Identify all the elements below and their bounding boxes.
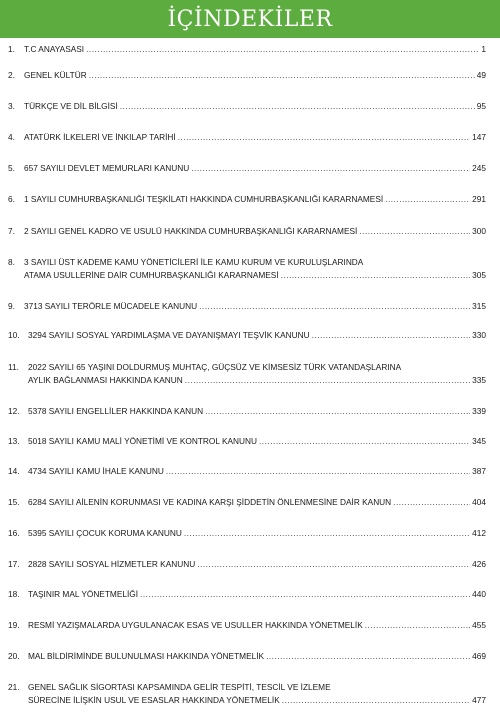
- toc-entry-line: [8, 256, 486, 269]
- toc-entry-title: T.C ANAYASASI: [24, 44, 85, 54]
- toc-entry-line: [8, 588, 486, 601]
- toc-entry-line: [8, 527, 486, 540]
- toc-entry-page-number: 1: [481, 44, 486, 54]
- toc-entry-line: [8, 435, 486, 448]
- toc-entry-page-number: 315: [472, 301, 486, 311]
- toc-entry-title: TÜRKÇE VE DİL BİLGİSİ: [24, 101, 118, 111]
- toc-entry[interactable]: [8, 361, 486, 387]
- toc-entry[interactable]: [8, 256, 486, 282]
- toc-entry-line: [8, 131, 486, 144]
- toc-entry[interactable]: [8, 496, 486, 509]
- toc-entry-page-number: 387: [472, 466, 486, 476]
- toc-entry[interactable]: [8, 588, 486, 601]
- dot-leader: [281, 269, 471, 282]
- toc-entry-number: 10.: [8, 330, 20, 340]
- toc-entry-page-number: 426: [472, 559, 486, 569]
- toc-entry-number: 18.: [8, 589, 20, 599]
- page-title: İÇİNDEKİLER: [167, 6, 333, 32]
- toc-entry-line: [8, 43, 486, 56]
- toc-entry-title: ATATÜRK İLKELERİ VE İNKILAP TARİHİ: [24, 132, 176, 142]
- toc-entry-number: 11.: [8, 362, 19, 372]
- toc-entry-title: 5378 SAYILI ENGELLİLER HAKKINDA KANUN: [28, 406, 204, 416]
- dot-leader: [120, 100, 475, 113]
- toc-entry[interactable]: [8, 225, 486, 238]
- toc-entry-line: [8, 650, 486, 663]
- toc-entry-page-number: 49: [476, 70, 486, 80]
- toc-entry-title: 6284 SAYILI AİLENİN KORUNMASI VE KADINA KARŞI ŞİDDETİN ÖNLENMESİNE DAİR KANUN: [28, 497, 392, 507]
- toc-entry-title: 3 SAYILI ÜST KADEME KAMU YÖNETİCİLERİ İLE KAMU KURUM VE KURULUŞLARINDA: [24, 257, 364, 267]
- dot-leader: [259, 435, 470, 448]
- toc-entry[interactable]: [8, 681, 486, 707]
- toc-entry-page-number: 477: [472, 695, 486, 705]
- toc-entry-number: 19.: [8, 620, 20, 630]
- toc-entry-number: 13.: [8, 436, 20, 446]
- toc-entry-title: RESMİ YAZIŞMALARDA UYGULANACAK ESAS VE USULLER HAKKINDA YÖNETMELİK: [28, 620, 363, 630]
- toc-entry-title: GENEL SAĞLIK SİGORTASI KAPSAMINDA GELİR TESPİTİ, TESCİL VE İZLEME: [28, 682, 331, 692]
- toc-entry-line: [8, 300, 486, 313]
- toc-entry-page-number: 412: [472, 528, 486, 538]
- toc-entry[interactable]: [8, 69, 486, 82]
- toc-entry[interactable]: [8, 131, 486, 144]
- toc-entry-line: [8, 329, 486, 342]
- toc-entry-title: SÜRECİNE İLİŞKİN USUL VE ESASLAR HAKKINDA YÖNETMELİK: [28, 695, 280, 705]
- toc-entry-number: 2.: [8, 70, 15, 80]
- toc-entry-line: [8, 269, 486, 282]
- toc-entry[interactable]: [8, 650, 486, 663]
- toc-entry-page-number: 95: [476, 101, 486, 111]
- toc-entry-number: 14.: [8, 466, 20, 476]
- toc-entry-page-number: 404: [472, 497, 486, 507]
- dot-leader: [312, 329, 471, 342]
- dot-leader: [140, 588, 470, 601]
- toc-entry-page-number: 440: [472, 589, 486, 599]
- toc-entry[interactable]: [8, 162, 486, 175]
- toc-entry-number: 3.: [8, 101, 15, 111]
- toc-entry-title: 2 SAYILI GENEL KADRO VE USULÜ HAKKINDA CUMHURBAŞKANLIĞI KARARNAMESİ: [24, 226, 358, 236]
- toc-entry[interactable]: [8, 619, 486, 632]
- dot-leader: [166, 465, 470, 478]
- dot-leader: [184, 527, 470, 540]
- toc-entry-line: [8, 694, 486, 707]
- toc-entry-page-number: 339: [472, 406, 486, 416]
- toc-entry-title: 5395 SAYILI ÇOCUK KORUMA KANUNU: [28, 528, 182, 538]
- toc-entry-page-number: 469: [472, 651, 486, 661]
- toc-entry[interactable]: [8, 100, 486, 113]
- toc-entry-line: [8, 558, 486, 571]
- toc-entry[interactable]: [8, 300, 486, 313]
- toc-header-bar: [0, 0, 500, 38]
- toc-entry[interactable]: [8, 405, 486, 418]
- toc-entry-title: GENEL KÜLTÜR: [24, 70, 87, 80]
- toc-entry-page-number: 330: [472, 330, 486, 340]
- toc-entry-title: AYLIK BAĞLANMASI HAKKINDA KANUN: [28, 375, 183, 385]
- toc-entry-line: [8, 100, 486, 113]
- toc-entry-title: 3294 SAYILI SOSYAL YARDIMLAŞMA VE DAYANIŞMAYI TEŞVİK KANUNU: [28, 330, 310, 340]
- dot-leader: [266, 650, 470, 663]
- dot-leader: [178, 131, 470, 144]
- dot-leader: [197, 558, 470, 571]
- toc-entry-number: 9.: [8, 301, 15, 311]
- toc-entry-number: 12.: [8, 406, 20, 416]
- toc-entry-page-number: 305: [472, 270, 486, 280]
- dot-leader: [199, 300, 470, 313]
- toc-entry-title: ATAMA USULLERİNE DAİR CUMHURBAŞKANLIĞI KARARNAMESİ: [24, 270, 279, 280]
- dot-leader: [89, 69, 475, 82]
- toc-entry-number: 16.: [8, 528, 20, 538]
- toc-entry[interactable]: [8, 435, 486, 448]
- toc-entry-line: [8, 162, 486, 175]
- toc-entry[interactable]: [8, 329, 486, 342]
- dot-leader: [365, 619, 470, 632]
- toc-entry-title: 1 SAYILI CUMHURBAŞKANLIĞI TEŞKİLATI HAKKINDA CUMHURBAŞKANLIĞI KARARNAMESİ: [24, 194, 384, 204]
- toc-entry-page-number: 335: [472, 375, 486, 385]
- toc-entry-number: 4.: [8, 132, 15, 142]
- toc-entry-page-number: 291: [472, 194, 486, 204]
- dot-leader: [385, 193, 470, 206]
- toc-entry-number: 17.: [8, 559, 20, 569]
- toc-entry-line: [8, 69, 486, 82]
- toc-entry-title: 2828 SAYILI SOSYAL HİZMETLER KANUNU: [28, 559, 196, 569]
- toc-entry-title: 657 SAYILI DEVLET MEMURLARI KANUNU: [24, 163, 190, 173]
- toc-entry-page-number: 300: [472, 226, 486, 236]
- dot-leader: [282, 694, 470, 707]
- dot-leader: [359, 225, 470, 238]
- toc-entry-line: [8, 465, 486, 478]
- toc-entry-title: 2022 SAYILI 65 YAŞINI DOLDURMUŞ MUHTAÇ, GÜÇSÜZ VE KİMSESİZ TÜRK VATANDAŞLARINA: [28, 362, 402, 372]
- toc-entry[interactable]: [8, 43, 486, 56]
- toc-entry-number: 15.: [8, 497, 20, 507]
- toc-entry-number: 6.: [8, 194, 15, 204]
- toc-entry-number: 21.: [8, 682, 20, 692]
- toc-entry[interactable]: [8, 558, 486, 571]
- toc-entry-line: [8, 361, 486, 374]
- toc-entry-title: 5018 SAYILI KAMU MALİ YÖNETİMİ VE KONTROL KANUNU: [28, 436, 257, 446]
- toc-entry-title: MAL BİLDİRİMİNDE BULUNULMASI HAKKINDA YÖNETMELİK: [28, 651, 265, 661]
- toc-entry[interactable]: [8, 465, 486, 478]
- toc-entry-page-number: 147: [472, 132, 486, 142]
- toc-entry-page-number: 245: [472, 163, 486, 173]
- toc-entry-line: [8, 374, 486, 387]
- dot-leader: [86, 43, 479, 56]
- toc-entry-line: [8, 225, 486, 238]
- dot-leader: [185, 374, 470, 387]
- toc-entry[interactable]: [8, 193, 486, 206]
- toc-entry-number: 5.: [8, 163, 15, 173]
- toc-entry-line: [8, 681, 486, 694]
- toc-entry-line: [8, 193, 486, 206]
- toc-entry-number: 8.: [8, 257, 15, 267]
- toc-entry-page-number: 455: [472, 620, 486, 630]
- dot-leader: [191, 162, 470, 175]
- toc-entry-number: 1.: [8, 44, 15, 54]
- toc-entry-title: TAŞINIR MAL YÖNETMELİĞİ: [28, 589, 139, 599]
- toc-entry-title: 4734 SAYILI KAMU İHALE KANUNU: [28, 466, 164, 476]
- dot-leader: [393, 496, 470, 509]
- toc-entry-line: [8, 619, 486, 632]
- toc-entry[interactable]: [8, 527, 486, 540]
- toc-entry-page-number: 345: [472, 436, 486, 446]
- toc-entry-line: [8, 496, 486, 509]
- dot-leader: [205, 405, 470, 418]
- toc-entry-number: 7.: [8, 226, 15, 236]
- toc-entry-title: 3713 SAYILI TERÖRLE MÜCADELE KANUNU: [24, 301, 198, 311]
- toc-entry-number: 20.: [8, 651, 20, 661]
- toc-entry-line: [8, 405, 486, 418]
